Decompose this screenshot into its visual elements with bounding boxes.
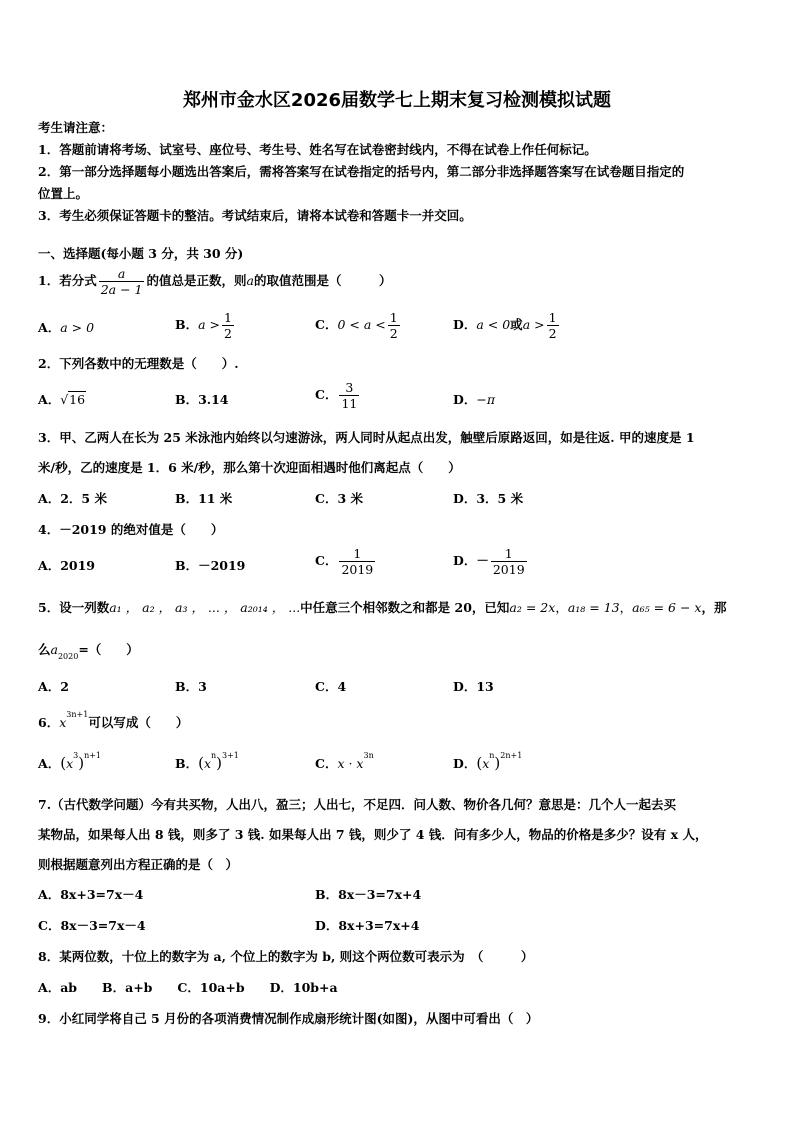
question-6 bbox=[38, 710, 189, 731]
question-9: 9．小红同学将自己 5 月份的各项消费情况制作成扇形统计图(如图)，从图中可看出（ ） bbox=[38, 1011, 539, 1026]
q6-a-inner-exp: 3 bbox=[73, 751, 79, 760]
q4-option-b: B．－2019 bbox=[175, 558, 246, 573]
question-8: 8．某两位数，十位上的数字为 a, 个位上的数字为 b, 则这个两位数可表示为 （ ） bbox=[38, 949, 534, 964]
q1-a-expr: a > 0 bbox=[60, 320, 95, 335]
q5-condition-3: a₆₅ = 6 − x bbox=[632, 600, 702, 615]
q1-d-or: 或 bbox=[510, 317, 523, 332]
q4-c-num: 1 bbox=[353, 546, 362, 561]
notice-item-3: 3．考生必须保证答题卡的整洁。考试结束后，请将本试卷和答题卡一并交回。 bbox=[38, 208, 472, 223]
q4-c-fraction bbox=[339, 546, 375, 577]
q1-fraction-den: 2a − 1 bbox=[100, 282, 143, 297]
q2-a-label: A． bbox=[38, 392, 61, 407]
q5-option-b: B．3 bbox=[175, 679, 207, 694]
q4-option-d bbox=[453, 546, 529, 577]
q4-c-label: C． bbox=[315, 553, 338, 568]
q7-option-a: A．8x+3=7x－4 bbox=[38, 887, 144, 902]
q4-d-label: D．－ bbox=[453, 553, 489, 568]
q3-option-d: D．3．5 米 bbox=[453, 491, 524, 506]
q1-option-c bbox=[315, 310, 402, 341]
q4-option-c bbox=[315, 546, 377, 577]
q1-option-b bbox=[175, 310, 236, 341]
q6-a-exp: n+1 bbox=[84, 751, 102, 760]
q1-d-label: D． bbox=[453, 317, 477, 332]
q1-b-den: 2 bbox=[223, 326, 232, 341]
q5-condition-2: a₁₈ = 13 bbox=[567, 600, 620, 615]
q6-a-label: A． bbox=[38, 756, 61, 771]
question-7-line-1: 7.（古代数学问题）今有共买物，人出八，盈三；人出七，不足四．问人数、物价各几何？意思是：几个人一起去买 bbox=[38, 797, 677, 812]
q2-a-sqrt: √16 bbox=[60, 392, 86, 407]
q2-option-d bbox=[453, 390, 495, 408]
q1-mid: 的值总是正数，则 bbox=[146, 273, 247, 288]
q1-fraction-num: a bbox=[117, 266, 126, 281]
q1-pre: 1．若分式 bbox=[38, 273, 97, 288]
q7-option-c: C．8x－3=7x－4 bbox=[38, 918, 146, 933]
question-5-line-2 bbox=[38, 640, 139, 661]
q6-d-inner: x bbox=[482, 756, 490, 771]
question-4: 4．－2019 的绝对值是（ ） bbox=[38, 522, 224, 537]
section-heading: 一、选择题(每小题 3 分，共 30 分) bbox=[38, 246, 244, 261]
q4-d-num: 1 bbox=[504, 546, 513, 561]
q6-b-label: B． bbox=[175, 756, 199, 771]
question-5-line-1: 5．设一列数a₁ ， a₂ ， a₃ ， ... ， a₂₀₁₄ ， ...中任意三个相邻数之和都是 20，已知a₂ = 2x，a₁₈ = 13，a₆₅ = 6 − x，那 bbox=[38, 600, 727, 615]
question-7-line-2: 某物品，如果每人出 8 钱，则多了 3 钱. 如果每人出 7 钱，则少了 4 钱．问有多少人，物品的价格是多少？设有 x 人， bbox=[38, 827, 708, 842]
q6-option-d: D．$(x^n)^{2n+1}$ bbox=[453, 751, 523, 772]
q3-option-c: C．3 米 bbox=[315, 491, 363, 506]
question-1 bbox=[38, 266, 391, 297]
q2-c-fraction bbox=[339, 380, 359, 411]
q1-d-num: 1 bbox=[548, 310, 557, 325]
q6-a-inner: x bbox=[66, 756, 74, 771]
q2-c-num: 3 bbox=[345, 380, 354, 395]
q1-c-den: 2 bbox=[389, 326, 398, 341]
q7-option-d: D．8x+3=7x+4 bbox=[315, 918, 420, 933]
q1-d-expr1: a < 0 bbox=[476, 317, 511, 332]
q1-option-a bbox=[38, 318, 94, 336]
q4-option-a: A．2019 bbox=[38, 558, 95, 573]
q1-d-expr2: a > bbox=[522, 317, 545, 332]
q2-option-a bbox=[38, 390, 86, 408]
q5-end: ，那 bbox=[701, 600, 727, 615]
q1-b-num: 1 bbox=[223, 310, 232, 325]
q1-b-label: B． bbox=[175, 317, 199, 332]
q6-b-inner: x bbox=[203, 756, 211, 771]
question-7-line-3: 则根据题意列出方程正确的是（ ） bbox=[38, 857, 239, 872]
q5-line2-sub: 2020 bbox=[57, 652, 79, 661]
notice-item-2-cont: 位置上。 bbox=[38, 186, 89, 201]
q1-c-fraction bbox=[388, 310, 400, 341]
q6-c-expr: x · x bbox=[337, 756, 364, 771]
q2-a-radicand: 16 bbox=[69, 392, 86, 407]
q3-option-b: B．11 米 bbox=[175, 491, 233, 506]
q2-c-label: C． bbox=[315, 387, 338, 402]
q1-post: 的取值范围是（ ） bbox=[253, 273, 392, 288]
q6-post: 可以写成（ ） bbox=[88, 715, 189, 730]
q1-var: a bbox=[246, 273, 254, 288]
q5-line2-var: a bbox=[50, 642, 58, 657]
notice-heading: 考生请注意： bbox=[38, 120, 114, 135]
question-3-line-2: 米/秒，乙的速度是 1．6 米/秒，那么第十次迎面相遇时他们离起点（ ） bbox=[38, 460, 461, 475]
q1-c-expr: 0 < a < bbox=[337, 317, 386, 332]
q5-line2-pre: 么 bbox=[38, 642, 51, 657]
q1-c-num: 1 bbox=[389, 310, 398, 325]
q4-d-den: 2019 bbox=[492, 562, 525, 577]
q1-fraction bbox=[99, 266, 145, 297]
q6-exp: 3n+1 bbox=[66, 710, 89, 719]
q4-c-den: 2019 bbox=[341, 562, 374, 577]
q1-b-expr: a > bbox=[198, 317, 220, 332]
q6-d-inner-exp: n bbox=[489, 751, 495, 760]
q2-option-b: B．3.14 bbox=[175, 392, 229, 407]
q5-line2-post: =（ ） bbox=[78, 642, 139, 657]
q1-b-fraction bbox=[222, 310, 234, 341]
q4-d-fraction bbox=[491, 546, 527, 577]
q6-c-label: C． bbox=[315, 756, 338, 771]
q1-d-fraction bbox=[547, 310, 559, 341]
q2-c-den: 11 bbox=[341, 396, 358, 411]
q6-option-a: A．$(x^3)^{n+1}$ bbox=[38, 751, 102, 772]
q1-d-den: 2 bbox=[548, 326, 557, 341]
q3-option-a: A．2．5 米 bbox=[38, 491, 107, 506]
q1-a-label: A． bbox=[38, 320, 61, 335]
q6-option-b: B．$(x^n)^{3+1}$ bbox=[175, 751, 239, 772]
q2-d-expr: −π bbox=[476, 392, 496, 407]
q1-c-label: C． bbox=[315, 317, 338, 332]
q2-d-label: D． bbox=[453, 392, 477, 407]
q7-option-b: B．8x－3=7x+4 bbox=[315, 887, 422, 902]
q6-d-label: D． bbox=[453, 756, 477, 771]
q5-pre: 5．设一列数 bbox=[38, 600, 110, 615]
q6-option-c bbox=[315, 751, 374, 772]
q5-option-c: C．4 bbox=[315, 679, 347, 694]
q1-option-d bbox=[453, 310, 561, 341]
page-title: 郑州市金水区2026届数学七上期末复习检测模拟试题 bbox=[182, 90, 612, 111]
q5-option-d: D．13 bbox=[453, 679, 494, 694]
q6-b-exp: 3+1 bbox=[222, 751, 239, 760]
q8-options: A．ab B．a+b C．10a+b D．10b+a bbox=[38, 980, 338, 995]
q5-sequence: a₁ ， a₂ ， a₃ ， ... ， a₂₀₁₄ ， ... bbox=[109, 600, 301, 615]
q6-pre: 6． bbox=[38, 715, 60, 730]
q6-base: x bbox=[59, 715, 67, 730]
q6-b-inner-exp: n bbox=[211, 751, 217, 760]
notice-item-1: 1．答题前请将考场、试室号、座位号、考生号、姓名写在试卷密封线内，不得在试卷上作任何标记。 bbox=[38, 142, 597, 157]
q6-d-exp: 2n+1 bbox=[500, 751, 523, 760]
q5-mid: 中任意三个相邻数之和都是 20，已知 bbox=[300, 600, 510, 615]
q5-condition-1: a₂ = 2x bbox=[509, 600, 556, 615]
question-3-line-1: 3．甲、乙两人在长为 25 米泳池内始终以匀速游泳，两人同时从起点出发，触壁后原路返回，如是往返. 甲的速度是 1 bbox=[38, 430, 695, 445]
q6-c-exp: 3n bbox=[363, 751, 374, 760]
q5-option-a: A．2 bbox=[38, 679, 69, 694]
q2-option-c bbox=[315, 380, 361, 411]
notice-item-2: 2．第一部分选择题每小题选出答案后，需将答案写在试卷指定的括号内，第二部分非选择题答案写在试卷题目指定的 bbox=[38, 164, 685, 179]
question-2: 2．下列各数中的无理数是（ ）. bbox=[38, 356, 239, 371]
